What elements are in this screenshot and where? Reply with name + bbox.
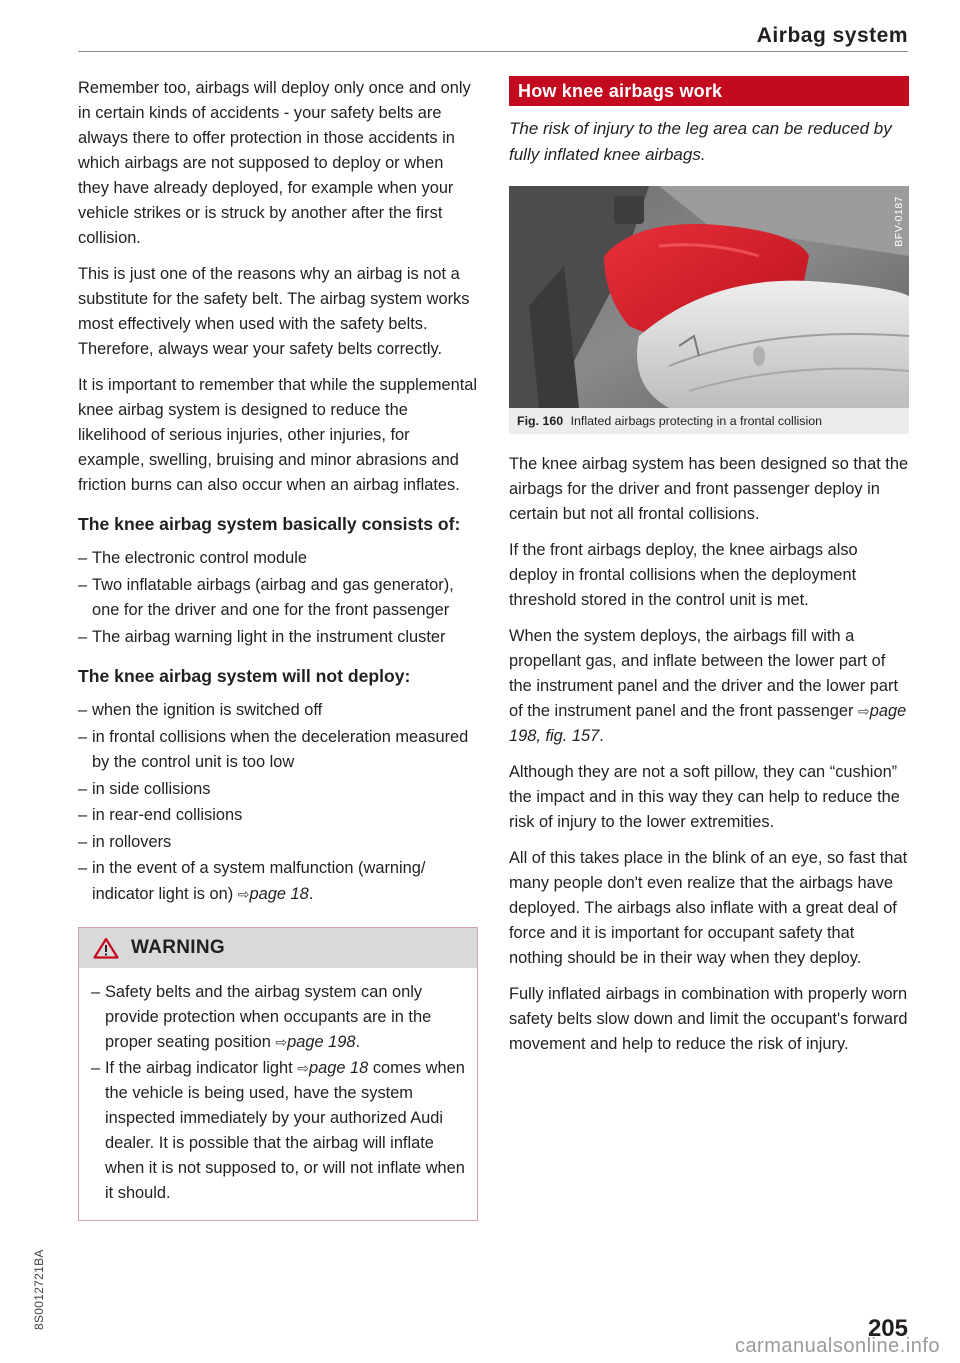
components-list bbox=[78, 546, 478, 650]
lead-text: The risk of injury to the leg area can be reduced by fully inflated knee airbags. bbox=[509, 119, 892, 164]
section-heading: The knee airbag system will not deploy: bbox=[78, 666, 411, 686]
right-column bbox=[509, 76, 909, 1068]
page-header-title: Airbag system bbox=[756, 24, 908, 47]
page-number: 205 bbox=[867, 1315, 908, 1342]
page-reference-link[interactable]: page 18 bbox=[309, 1059, 369, 1077]
list-item: – in side collisions bbox=[78, 779, 211, 798]
list-item: – If the airbag indicator light ⇨page 18 comes when the vehicle is being used, have the system inspected immediately by your authorized Audi dealer. It is possible that the airbag will inflate when it is not supposed to, or will not inflate when it should. bbox=[91, 1059, 465, 1202]
figure-id: BFV-0187 bbox=[893, 196, 905, 247]
page-reference-link[interactable]: page 198, fig. 157 bbox=[509, 702, 907, 745]
section-heading: The knee airbag system basically consists of: bbox=[78, 514, 461, 534]
figure-caption-text: Inflated airbags protecting in a frontal collision bbox=[570, 414, 822, 428]
body-paragraph: It is important to remember that while the supplemental knee airbag system is designed to reduce the likelihood of serious injuries, other injuries, for example, swelling, bruising and minor abrasions and friction burns can also occur when an airbag inflates. bbox=[78, 376, 478, 494]
warning-title: WARNING bbox=[131, 937, 225, 958]
document-code: 8S0012721BA bbox=[32, 1249, 46, 1330]
body-paragraph: Although they are not a soft pillow, they can “cushion” the impact and in this way they can help to reduce the risk of injury to the lower extremities. bbox=[509, 763, 900, 831]
no-deploy-list bbox=[78, 698, 478, 907]
left-column bbox=[78, 76, 478, 1221]
figure-160 bbox=[509, 186, 909, 434]
list-item: – in rear-end collisions bbox=[78, 806, 243, 824]
list-item: – in frontal collisions when the deceleration measured by the control unit is too low bbox=[78, 727, 469, 771]
arrow-right-icon: ⇨ bbox=[237, 885, 250, 902]
body-paragraph: Fully inflated airbags in combination with properly worn safety belts slow down and limit the occupant's forward movement and help to reduce the risk of injury. bbox=[509, 985, 908, 1053]
warning-header bbox=[79, 928, 477, 968]
watermark: carmanualsonline.info bbox=[734, 1335, 940, 1357]
knee-airbag-illustration bbox=[509, 186, 909, 408]
figure-caption bbox=[509, 408, 909, 434]
body-paragraph: When the system deploys, the airbags fill with a propellant gas, and inflate between the lower part of the instrument panel and the driver and the lower part of the instrument panel and the front passenger ⇨page 198, fig. 157. bbox=[509, 627, 907, 745]
page-reference-link[interactable]: page 18 bbox=[249, 884, 309, 903]
list-item: – Safety belts and the airbag system can only provide protection when occupants are in the proper seating position ⇨page 198. bbox=[91, 983, 432, 1051]
header-divider bbox=[78, 51, 908, 52]
warning-box bbox=[78, 927, 478, 1221]
list-item: – in rollovers bbox=[78, 832, 172, 851]
section-title-bar: How knee airbags work bbox=[509, 76, 909, 106]
body-paragraph: This is just one of the reasons why an airbag is not a substitute for the safety belt. The airbag system works most effectively when used with the safety belts. Therefore, always wear your safety belts correctly. bbox=[78, 265, 470, 358]
warning-body bbox=[79, 968, 477, 1220]
warning-list bbox=[91, 980, 465, 1206]
right-body bbox=[509, 452, 909, 1057]
body-paragraph: Remember too, airbags will deploy only once and only in certain kinds of accidents - your safety belts are always there to offer protection in those accidents in which airbags are not supposed to deploy or when they have already deployed, for example when your vehicle strikes or is struck by another after the first collision. bbox=[78, 79, 471, 247]
body-paragraph: All of this takes place in the blink of an eye, so fast that many people don't even realize that the airbags have deployed. The airbags also inflate with a great deal of force and it is important for occupant safety that nothing should be in their way when they deploy. bbox=[509, 849, 908, 967]
body-paragraph: If the front airbags deploy, the knee airbags also deploy in frontal collisions when the deployment threshold stored in the control unit is met. bbox=[509, 541, 858, 609]
warning-triangle-icon bbox=[93, 937, 119, 959]
page-reference-link[interactable]: page 198 bbox=[287, 1033, 356, 1051]
body-paragraph: The knee airbag system has been designed so that the airbags for the driver and front passenger deploy in certain but not all frontal collisions. bbox=[509, 455, 909, 523]
arrow-right-icon: ⇨ bbox=[275, 1034, 288, 1050]
list-item: – when the ignition is switched off bbox=[78, 701, 323, 719]
figure-label: Fig. 160 bbox=[517, 414, 564, 428]
list-item: – The electronic control module bbox=[78, 549, 308, 567]
list-item: – in the event of a system malfunction (warning/ indicator light is on) ⇨page 18. bbox=[78, 859, 426, 903]
arrow-right-icon: ⇨ bbox=[297, 1060, 309, 1076]
list-item: – The airbag warning light in the instrument cluster bbox=[78, 627, 446, 646]
list-item: – Two inflatable airbags (airbag and gas generator), one for the driver and one for the front passenger bbox=[78, 575, 454, 619]
arrow-right-icon: ⇨ bbox=[858, 703, 870, 719]
